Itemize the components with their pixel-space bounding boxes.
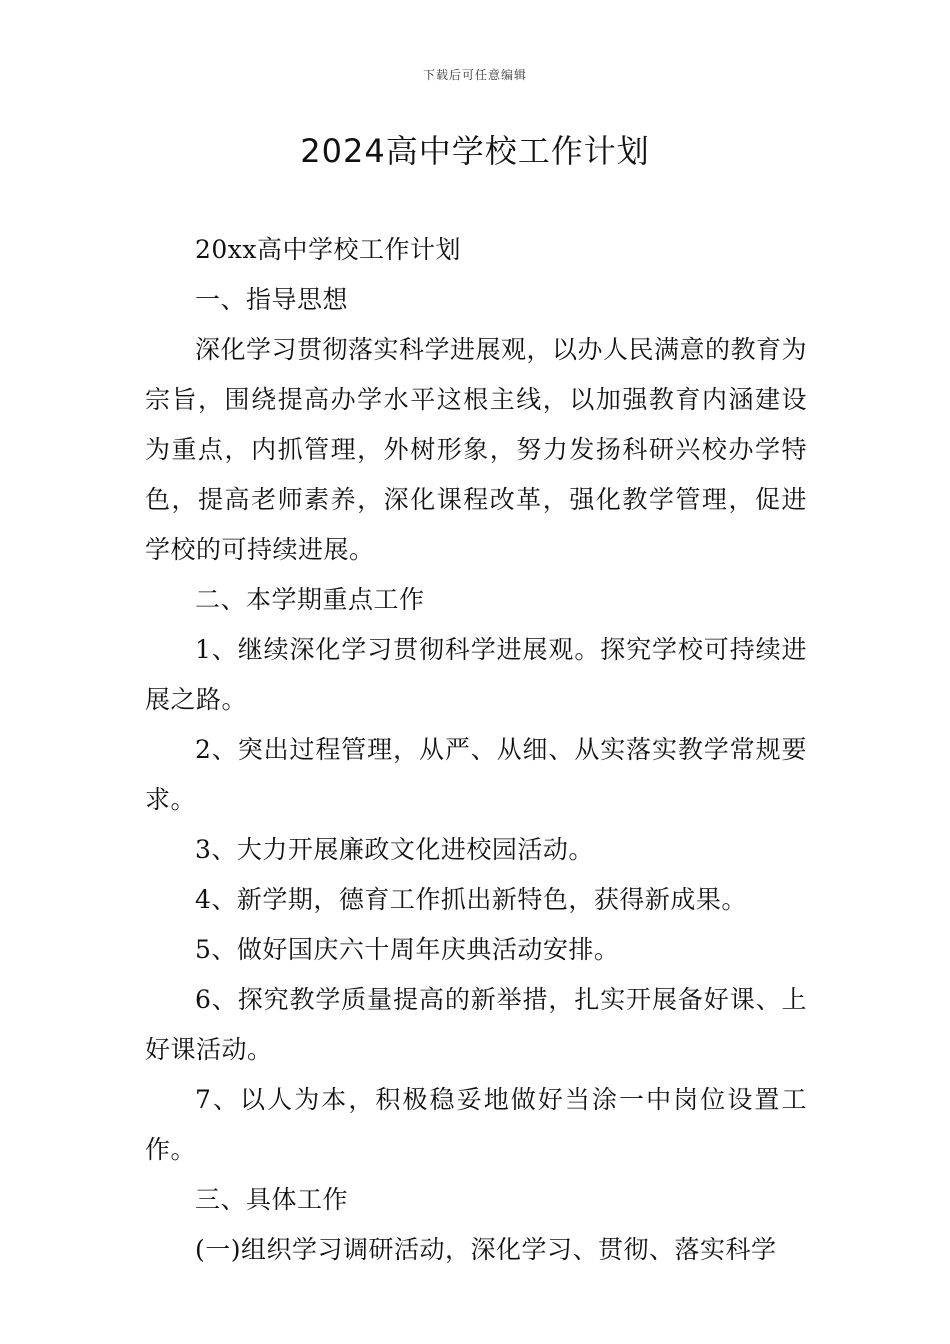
paragraph-heading-key-work: 二、本学期重点工作 [195, 585, 425, 614]
paragraph-heading-specific-work: 三、具体工作 [195, 1185, 349, 1214]
paragraph-guiding-ideology-text: 深化学习贯彻落实科学进展观，以办人民满意的教育为宗旨，围绕提高办学水平这根主线，以加强教育内涵建设为重点，内抓管理，外树形象，努力发扬科研兴校办学特色，提高老师素养，深化课程改革，强化教学管理，促进学校的可持续进展。 [145, 335, 808, 564]
paragraph-heading-guiding-ideology: 一、指导思想 [195, 285, 349, 314]
paragraph-specific-work-item: (一)组织学习调研活动，深化学习、贯彻、落实科学 [195, 1235, 777, 1264]
paragraph-key-work-item: 7、以人为本，积极稳妥地做好当涂一中岗位设置工作。 [145, 1085, 807, 1164]
paragraph-subtitle: 20xx高中学校工作计划 [195, 235, 462, 264]
document-title: 2024高中学校工作计划 [300, 132, 650, 170]
paragraph-key-work-item: 3、大力开展廉政文化进校园活动。 [195, 835, 594, 864]
paragraph-key-work-item: 5、做好国庆六十周年庆典活动安排。 [195, 935, 620, 964]
paragraph-key-work-item: 1、继续深化学习贯彻科学进展观。探究学校可持续进展之路。 [145, 635, 807, 714]
paragraph-key-work-item: 2、突出过程管理，从严、从细、从实落实教学常规要求。 [145, 735, 807, 814]
paragraph-key-work-item: 4、新学期，德育工作抓出新特色，获得新成果。 [195, 885, 747, 914]
document-body [145, 225, 807, 1275]
paragraph-key-work-item: 6、探究教学质量提高的新举措，扎实开展备好课、上好课活动。 [145, 985, 807, 1064]
header-note: 下载后可任意编辑 [422, 68, 527, 82]
